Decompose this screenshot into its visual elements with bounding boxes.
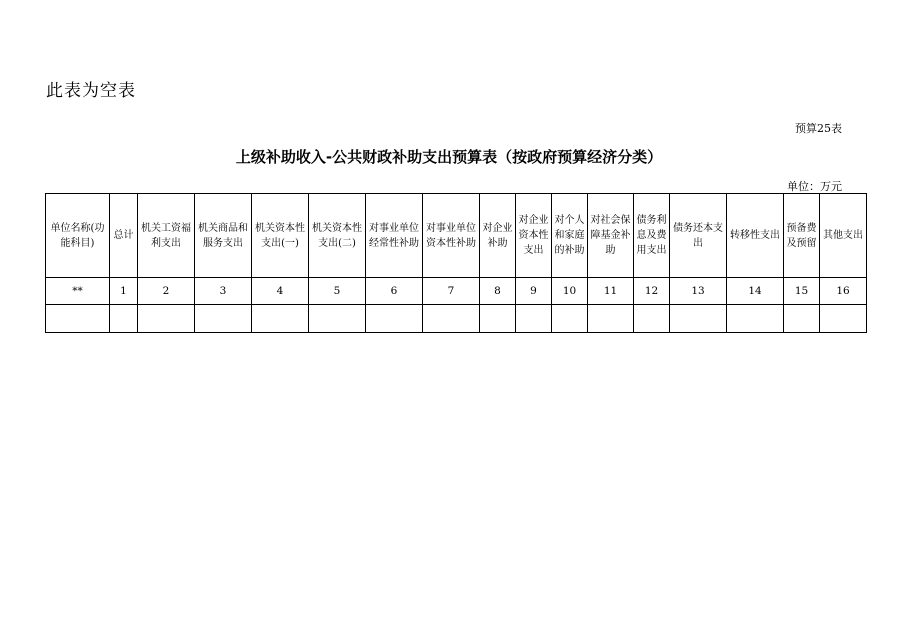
budget-table	[45, 193, 867, 333]
column-number-cell: 5	[309, 278, 366, 305]
column-number-cell: 4	[252, 278, 309, 305]
column-number-cell: 1	[110, 278, 138, 305]
column-number-cell: 2	[138, 278, 195, 305]
empty-cell	[110, 305, 138, 333]
header-cell: 机关商品和服务支出	[195, 194, 252, 278]
empty-data-row	[46, 305, 867, 333]
column-number-cell: 9	[516, 278, 552, 305]
header-cell: 对个人和家庭的补助	[552, 194, 588, 278]
column-number-cell: 11	[588, 278, 634, 305]
header-cell: 机关资本性支出(二)	[309, 194, 366, 278]
empty-cell	[820, 305, 867, 333]
empty-cell	[423, 305, 480, 333]
header-cell: 机关工资福利支出	[138, 194, 195, 278]
unit-label: 单位：万元	[787, 180, 842, 193]
empty-cell	[309, 305, 366, 333]
column-number-cell: 3	[195, 278, 252, 305]
column-number-cell: 7	[423, 278, 480, 305]
column-number-cell: 15	[784, 278, 820, 305]
empty-cell	[784, 305, 820, 333]
empty-cell	[138, 305, 195, 333]
header-cell: 转移性支出	[727, 194, 784, 278]
empty-table-note: 此表为空表	[46, 81, 136, 101]
header-cell: 债务利息及费用支出	[634, 194, 670, 278]
empty-cell	[252, 305, 309, 333]
column-number-cell: **	[46, 278, 110, 305]
empty-cell	[516, 305, 552, 333]
empty-cell	[480, 305, 516, 333]
column-number-cell: 16	[820, 278, 867, 305]
empty-cell	[46, 305, 110, 333]
header-cell: 预备费及预留	[784, 194, 820, 278]
header-cell: 对事业单位经常性补助	[366, 194, 423, 278]
empty-cell	[634, 305, 670, 333]
empty-cell	[195, 305, 252, 333]
table-title: 上级补助收入-公共财政补助支出预算表（按政府预算经济分类）	[235, 148, 663, 166]
column-number-cell: 6	[366, 278, 423, 305]
header-cell: 对事业单位资本性补助	[423, 194, 480, 278]
header-cell: 债务还本支出	[670, 194, 727, 278]
header-cell: 对企业补助	[480, 194, 516, 278]
header-cell: 总计	[110, 194, 138, 278]
empty-cell	[727, 305, 784, 333]
header-cell: 单位名称(功能科目)	[46, 194, 110, 278]
header-cell: 对社会保障基金补助	[588, 194, 634, 278]
empty-cell	[366, 305, 423, 333]
empty-cell	[588, 305, 634, 333]
column-number-cell: 13	[670, 278, 727, 305]
header-cell: 机关资本性支出(一)	[252, 194, 309, 278]
table-number: 预算25表	[795, 122, 842, 135]
empty-cell	[670, 305, 727, 333]
column-number-cell: 14	[727, 278, 784, 305]
header-cell: 对企业资本性支出	[516, 194, 552, 278]
column-number-cell: 10	[552, 278, 588, 305]
empty-cell	[552, 305, 588, 333]
column-number-cell: 12	[634, 278, 670, 305]
column-number-cell: 8	[480, 278, 516, 305]
header-cell: 其他支出	[820, 194, 867, 278]
